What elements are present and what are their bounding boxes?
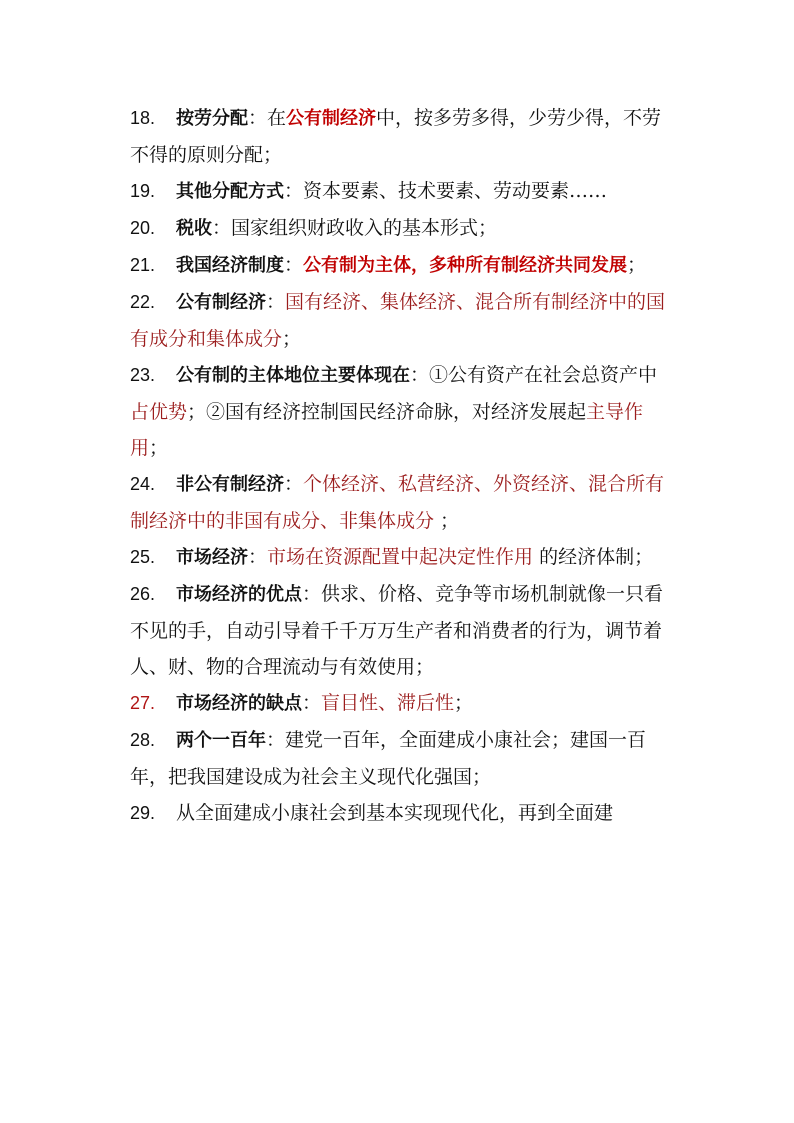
item-22 xyxy=(130,284,675,357)
item-separator: ： xyxy=(212,217,232,239)
item-term: 公有制经济 xyxy=(176,292,266,313)
item-separator: ： xyxy=(410,364,430,386)
item-separator: ：在 xyxy=(248,107,287,129)
item-29 xyxy=(130,795,675,831)
item-text: ①公有资产在社会总资产中 xyxy=(429,364,658,386)
item-colored-text: 个体经济、私营经济、外资经济、混合所有制经济中的非国有成分、非集体成分 xyxy=(130,473,665,532)
item-term: 两个一百年 xyxy=(176,730,266,751)
item-separator: ： xyxy=(284,180,304,202)
item-number: 25. xyxy=(130,547,156,567)
item-colored-text: 国有经济、集体经济、混合所有制经济中的国有成分和集体成分 xyxy=(130,291,666,350)
item-text: 国家组织财政收入的基本形式； xyxy=(231,217,498,239)
item-colored-text: 市场在资源配置中起决定性作用 xyxy=(267,546,534,568)
item-colored-text: 主导作用 xyxy=(130,401,644,459)
item-28 xyxy=(130,722,675,795)
item-number: 29. xyxy=(130,803,156,823)
item-separator: ： xyxy=(284,254,304,276)
item-number: 23. xyxy=(130,365,156,385)
item-24 xyxy=(130,466,675,539)
item-end: ； xyxy=(434,510,460,532)
item-end: ； xyxy=(149,437,169,459)
item-text: ；②国有经济控制国民经济命脉，对经济发展起 xyxy=(187,401,587,423)
item-number: 26. xyxy=(130,584,156,604)
item-number: 19. xyxy=(130,181,156,201)
item-separator: ： xyxy=(302,583,322,605)
item-number: 27. xyxy=(130,693,156,713)
item-end: ； xyxy=(627,254,647,276)
item-term: 我国经济制度 xyxy=(176,255,284,276)
item-end: ； xyxy=(454,692,474,714)
item-text: 建党一百年，全面建成小康社会；建国一百年，把我国建设成为社会主义现代化强国； xyxy=(130,729,647,788)
item-end: 的经济体制； xyxy=(533,546,654,568)
item-text: 中，按多劳多得，少劳少得，不劳不得的原则分配； xyxy=(130,107,662,166)
item-separator: ： xyxy=(248,546,268,568)
item-end: ； xyxy=(282,328,302,350)
item-19 xyxy=(130,173,675,210)
item-23 xyxy=(130,357,675,466)
item-20 xyxy=(130,210,675,247)
item-27 xyxy=(130,685,675,722)
item-term: 税收 xyxy=(176,218,212,239)
item-separator: ： xyxy=(266,729,286,751)
item-26 xyxy=(130,576,675,685)
item-highlight: 公有制经济 xyxy=(286,108,377,129)
item-highlight: 公有制为主体，多种所有制经济共同发展 xyxy=(303,255,628,276)
item-term: 非公有制经济 xyxy=(176,474,284,495)
item-text: 从全面建成小康社会到基本实现现代化，再到全面建 xyxy=(176,802,614,824)
item-separator: ： xyxy=(302,692,322,714)
item-18 xyxy=(130,100,675,173)
item-term: 市场经济 xyxy=(176,547,248,568)
item-number: 18. xyxy=(130,108,156,128)
item-separator: ： xyxy=(284,473,304,495)
item-colored-text: 盲目性、滞后性 xyxy=(321,692,455,714)
item-number: 24. xyxy=(130,474,156,494)
item-term: 按劳分配 xyxy=(176,108,248,129)
item-colored-text: 占优势 xyxy=(130,401,188,423)
item-term: 市场经济的缺点 xyxy=(176,693,302,714)
item-text: 资本要素、技术要素、劳动要素…… xyxy=(303,180,608,202)
item-term: 市场经济的优点 xyxy=(176,584,302,605)
item-number: 21. xyxy=(130,255,156,275)
item-term: 其他分配方式 xyxy=(176,181,284,202)
document-page xyxy=(130,100,675,831)
item-25 xyxy=(130,539,675,576)
item-number: 28. xyxy=(130,730,156,750)
item-21 xyxy=(130,247,675,284)
item-text: 供求、价格、竞争等市场机制就像一只看不见的手，自动引导着千千万万生产者和消费者的行为，调节着人、财、物的合理流动与有效使用； xyxy=(130,583,664,678)
item-number: 20. xyxy=(130,218,156,238)
item-number: 22. xyxy=(130,292,156,312)
item-term: 公有制的主体地位主要体现在 xyxy=(176,365,410,386)
item-separator: ： xyxy=(266,291,286,313)
